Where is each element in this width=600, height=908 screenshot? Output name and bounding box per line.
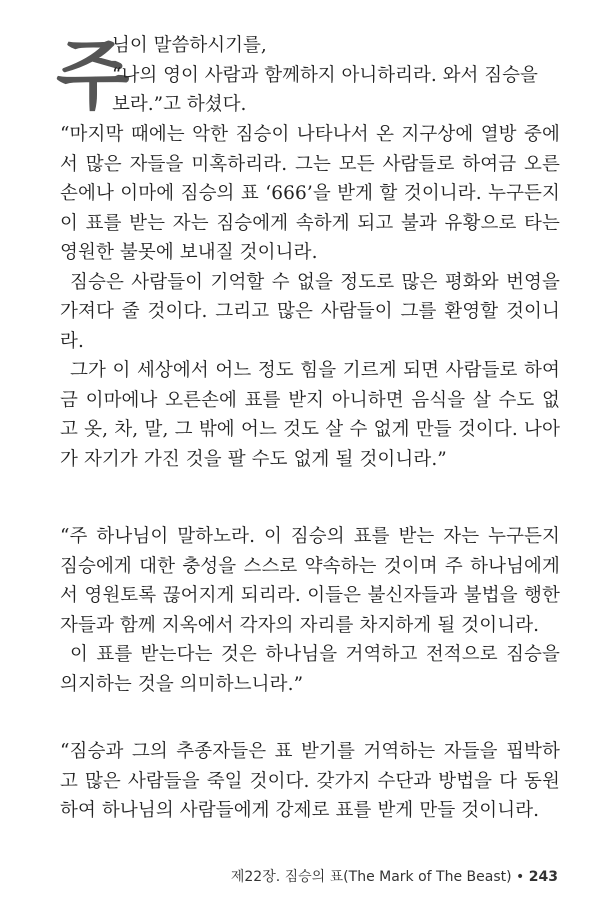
section-1 [60, 120, 560, 474]
paragraph: “마지막 때에는 악한 짐승이 나타나서 온 지구상에 열방 중에서 많은 자들을 미혹하리라. 그는 모든 사람들로 하여금 오른손에나 이마에 짐승의 표 ‘666’을 받게 할 것이니라. 누구든지 이 표를 받는 자는 짐승에게 속하게 되고 불과 유황으로 타는 영원한 불못에 보내질 것이니라. [60, 124, 560, 263]
paragraph: “짐승과 그의 추종자들은 표 받기를 거역하는 자들을 핍박하고 많은 사람들을 죽일 것이다. 갖가지 수단과 방법을 다 동원하여 하나님의 사람들에게 강제로 표를 받게 만들 것이니라. [60, 741, 560, 821]
intro-paragraph [112, 31, 560, 120]
section-2 [60, 522, 560, 699]
section-3 [60, 737, 560, 826]
footer-bullet: • [516, 869, 525, 885]
page-number: 243 [528, 869, 558, 885]
intro-line: “나의 영이 사람과 함께하지 아니하리라. 와서 짐승을 [112, 64, 538, 86]
page-footer [231, 866, 558, 886]
chapter-title: 제22장. 짐승의 표(The Mark of The Beast) [230, 869, 512, 885]
intro-line: 보라.”고 하셨다. [112, 94, 247, 115]
paragraph: “주 하나님이 말하노라. 이 짐승의 표를 받는 자는 누구든지 짐승에게 대한 충성을 스스로 약속하는 것이며 주 하나님에게서 영원토록 끊어지게 되리라. 이들은 불신자들과 불법을 행한 자들과 함께 지옥에서 각자의 자리를 차지하게 될 것이니라. [60, 526, 560, 636]
drop-cap: 주 [56, 31, 130, 120]
intro-line: 님이 말씀하시기를, [112, 35, 267, 56]
paragraph: 짐승은 사람들이 기억할 수 없을 정도로 많은 평화와 번영을 가져다 줄 것이다. 그리고 많은 사람들이 그를 환영할 것이니라. [60, 271, 560, 352]
paragraph: 그가 이 세상에서 어느 정도 힘을 기르게 되면 사람들로 하여금 이마에나 오른손에 표를 받지 아니하면 음식을 살 수도 없고 옷, 차, 말, 그 밖에 어느 것도 살 수 없게 만들 것이다. 나아가 자기가 가진 것을 팔 수도 없게 될 것이니라.” [60, 360, 560, 470]
paragraph: 이 표를 받는다는 것은 하나님을 거역하고 전적으로 짐승을 의지하는 것을 의미하느니라.” [60, 644, 560, 695]
